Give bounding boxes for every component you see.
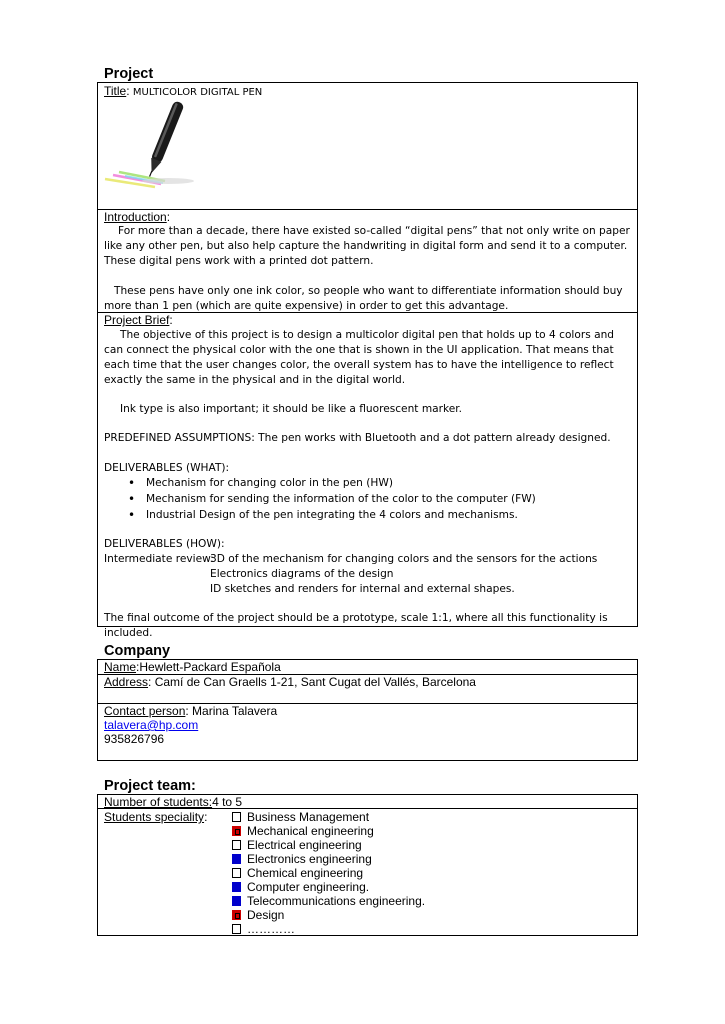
students-row <box>104 795 242 809</box>
speciality-label-text: Mechanical engineering <box>247 824 374 838</box>
intermediate-review-label: Intermediate review: <box>104 553 214 565</box>
introduction-paragraph: For more than a decade, there have existed so-called “digital pens” that not only write on paper like any other pen, but also help capture the handwriting in digital form and send it to a computer. These digital pens work with a printed dot pattern. <box>104 225 630 267</box>
speciality-label-text: Telecommunications engineering. <box>247 894 426 908</box>
title-value: MULTICOLOR DIGITAL PEN <box>132 87 263 98</box>
checkbox-icon <box>232 840 241 850</box>
deliverables-what-list <box>104 476 536 524</box>
contact-email-link[interactable]: talavera@hp.com <box>104 718 199 732</box>
students-value: 4 to 5 <box>212 795 243 809</box>
speciality-checkbox-item[interactable] <box>232 838 362 852</box>
speciality-row <box>104 810 207 824</box>
project-heading: Project <box>104 66 154 82</box>
review-item: 3D of the mechanism for changing colors and the sensors for the actions <box>210 553 598 565</box>
company-address-label: Address <box>104 675 149 689</box>
speciality-checkbox-item[interactable] <box>232 922 295 936</box>
speciality-checkbox-item[interactable] <box>232 824 374 838</box>
brief-label: Project Brief <box>104 313 170 327</box>
company-name-value: :Hewlett-Packard Española <box>136 660 281 674</box>
speciality-label-text: Chemical engineering <box>247 866 364 880</box>
checkbox-red-icon <box>232 826 241 836</box>
speciality-label-text: Electronics engineering <box>247 852 372 866</box>
list-item: • Mechanism for changing color in the pen (HW) <box>104 476 536 492</box>
checkbox-blue-icon <box>232 896 241 906</box>
company-address-value: : Camí de Can Graells 1-21, Sant Cugat del Vallés, Barcelona <box>148 675 476 689</box>
brief-paragraph: The objective of this project is to design a multicolor digital pen that holds up to 4 colors and can connect the physical color with the one that is shown in the UI application. That means that each time that the user changes color, the overall system has to have the intelligence to reflect exactly the same in the physical and in the digital world. <box>104 329 615 386</box>
brief-label-row: Project Brief: <box>104 313 173 327</box>
speciality-label: Students speciality <box>104 810 205 824</box>
company-heading: Company <box>104 643 171 659</box>
contact-value: : Marina Talavera <box>185 704 278 718</box>
speciality-checkbox-item[interactable] <box>232 810 369 824</box>
speciality-checkbox-item[interactable] <box>232 894 425 908</box>
speciality-label-text: Design <box>247 908 285 922</box>
list-item: • Industrial Design of the pen integrating the 4 colors and mechanisms. <box>104 508 536 524</box>
company-name-label: Name <box>104 660 137 674</box>
review-item: ID sketches and renders for internal and external shapes. <box>210 583 515 595</box>
title-sep: : <box>126 84 130 98</box>
speciality-label-text: Electrical engineering <box>247 838 362 852</box>
checkbox-blue-icon <box>232 882 241 892</box>
introduction-label-row: Introduction: <box>104 210 171 224</box>
checkbox-red-icon <box>232 910 241 920</box>
speciality-label-text: ………… <box>247 922 295 936</box>
introduction-label: Introduction <box>104 210 167 224</box>
contact-row <box>104 704 277 718</box>
contact-label: Contact person <box>104 704 186 718</box>
assumptions-text: PREDEFINED ASSUMPTIONS: The pen works with Bluetooth and a dot pattern already designed. <box>104 432 611 444</box>
speciality-colon: : <box>204 810 208 824</box>
deliverables-how-label: DELIVERABLES (HOW): <box>104 538 225 550</box>
checkbox-icon <box>232 812 241 822</box>
final-outcome-text: The final outcome of the project should be a prototype, scale 1:1, where all this functionality is included. <box>104 612 608 639</box>
students-label: Number of students: <box>104 795 213 809</box>
speciality-label-text: Business Management <box>247 810 370 824</box>
checkbox-icon <box>232 868 241 878</box>
speciality-checkbox-item[interactable] <box>232 880 369 894</box>
company-address-row <box>104 675 476 689</box>
introduction-paragraph: These pens have only one ink color, so people who want to differentiate information should buy more than 1 pen (which are quite expensive) in order to get this advantage. <box>104 285 623 312</box>
speciality-checkbox-item[interactable] <box>232 908 284 922</box>
digital-pen-image <box>103 97 198 193</box>
brief-paragraph: Ink type is also important; it should be like a fluorescent marker. <box>120 403 463 415</box>
speciality-label-text: Computer engineering. <box>247 880 370 894</box>
speciality-checkbox-item[interactable] <box>232 866 363 880</box>
title-label: Title <box>104 84 127 98</box>
list-item: • Mechanism for sending the information of the color to the computer (FW) <box>104 492 536 508</box>
review-item: Electronics diagrams of the design <box>210 568 394 580</box>
speciality-checkbox-item[interactable] <box>232 852 372 866</box>
contact-phone: 935826796 <box>104 732 165 746</box>
divider <box>97 209 638 210</box>
team-heading: Project team: <box>104 778 196 794</box>
checkbox-blue-icon <box>232 854 241 864</box>
company-name-row <box>104 660 281 674</box>
deliverables-what-label: DELIVERABLES (WHAT): <box>104 462 230 474</box>
checkbox-icon <box>232 924 241 934</box>
